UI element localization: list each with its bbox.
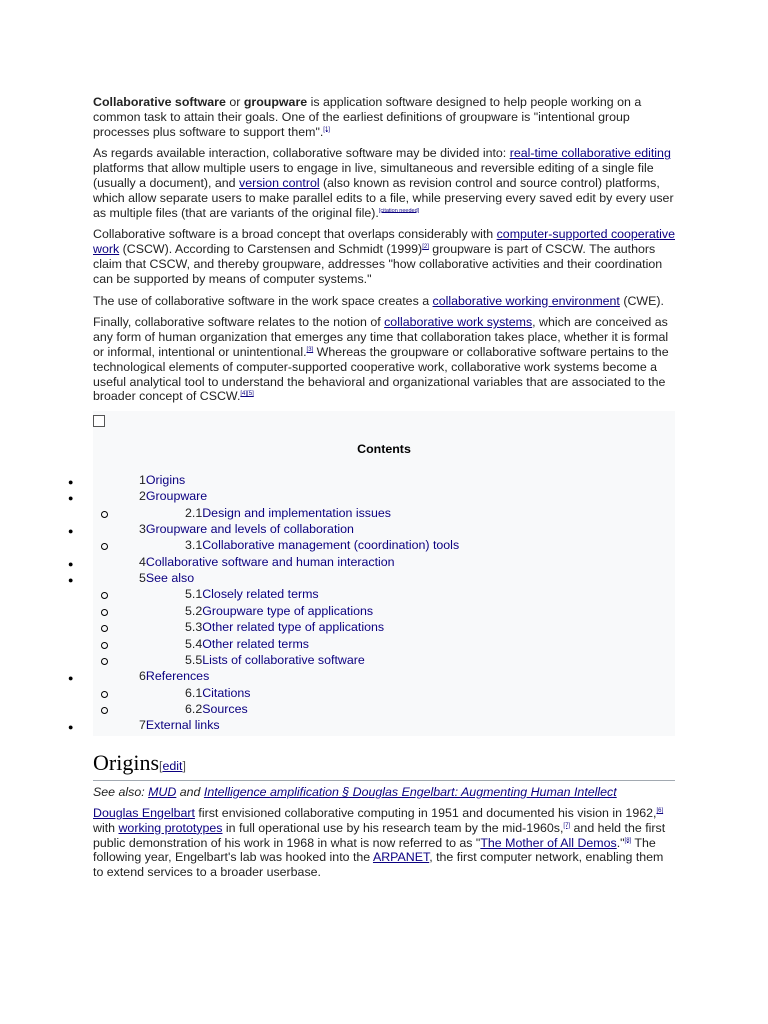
toc-item-number: 5 xyxy=(139,571,146,586)
link-mud[interactable]: MUD xyxy=(148,785,177,800)
toc-item[interactable] xyxy=(185,506,391,520)
origins-paragraph: Douglas Engelbart first envisioned collaborative computing in 1951 and documented his vision in 1962,[6] with working prototypes in full operational use by his research team by the mid-1960s,[7] and held the first public demonstration of his work in 1968 in what is now referred to as "The Mother of All Demos."[8] The following year, Engelbart's lab was hooked into the ARPANET, the first computer network, enabling them to extend services to a broader userbase. xyxy=(93,805,666,880)
intro-paragraph-2: As regards available interaction, collaborative software may be divided into: real-time collaborative editing platforms that allow multiple users to engage in live, simultaneous and reversible editing of a single file (usually a document), and version control (also known as revision control and source control) platforms, which allow separate users to make parallel edits to a file, while preserving every saved edit by every user as multiple files (that are variants of the original file).[citation needed] xyxy=(93,146,674,220)
intro-paragraph-5: Finally, collaborative software relates to the notion of collaborative work systems, which are conceived as any form of human organization that emerges any time that collaboration takes place, whether it is formal or informal, intentional or unintentional.[3] Whereas the groupware or collaborative software pertains to the technological elements of computer-supported cooperative work, collaborative work systems become a useful analytical tool to understand the behavioral and organizational variables that are associated to the broader concept of CSCW.[4][5] xyxy=(93,315,669,404)
reference-link[interactable]: [2] xyxy=(422,244,429,251)
toc-item[interactable] xyxy=(139,571,194,585)
toc-item-number: 5.3 xyxy=(185,620,203,635)
bold-term: Collaborative software xyxy=(93,95,226,109)
article-body xyxy=(68,95,675,887)
toc-item-label: Groupware and levels of collaboration xyxy=(145,522,354,537)
toc-item-number: 2 xyxy=(139,489,146,504)
see-also-hatnote: See also: MUD and Intelligence amplification § Douglas Engelbart: Augmenting Human Intellect xyxy=(93,785,617,800)
bullet-circle-icon xyxy=(101,707,108,714)
bullet-disc-icon: ● xyxy=(68,526,74,537)
toc-item-number: 7 xyxy=(139,718,146,733)
toc-item[interactable] xyxy=(139,555,395,569)
toc-item-label: Citations xyxy=(202,686,251,701)
toc-item-label: Design and implementation issues xyxy=(202,506,391,521)
link-intelligence-amplification[interactable]: Intelligence amplification § Douglas Engelbart: Augmenting Human Intellect xyxy=(203,785,617,800)
toc-item[interactable] xyxy=(185,604,373,618)
toc-item[interactable] xyxy=(185,653,365,667)
table-of-contents xyxy=(68,411,675,736)
reference-link[interactable]: [6] xyxy=(656,807,664,814)
link-collaborative-working-environment[interactable]: collaborative working environment xyxy=(432,293,620,308)
link-cscw[interactable]: computer-supported cooperative work xyxy=(93,227,675,257)
bullet-disc-icon: ● xyxy=(68,477,74,488)
reference-link[interactable]: [7] xyxy=(563,822,571,829)
citation-needed-link[interactable]: [citation needed] xyxy=(378,207,420,214)
link-version-control[interactable]: version control xyxy=(239,175,320,190)
link-collaborative-work-systems[interactable]: collaborative work systems xyxy=(384,315,533,330)
bullet-circle-icon xyxy=(101,642,108,649)
toc-item[interactable] xyxy=(185,538,459,552)
toc-item[interactable] xyxy=(139,522,354,536)
link-mother-of-all-demos[interactable]: The Mother of All Demos xyxy=(480,835,617,850)
toc-item-label: External links xyxy=(145,718,220,733)
toc-item-number: 6.1 xyxy=(185,686,203,701)
bullet-circle-icon xyxy=(101,625,108,632)
toc-item-label: Origins xyxy=(145,473,186,488)
bullet-circle-icon xyxy=(101,658,108,665)
link-real-time-collaborative-editing[interactable]: real-time collaborative editing xyxy=(509,146,671,161)
link-arpanet[interactable]: ARPANET xyxy=(372,850,430,865)
bold-term: groupware xyxy=(243,95,308,109)
toc-item[interactable] xyxy=(139,669,209,683)
toc-item[interactable] xyxy=(185,587,319,601)
bullet-disc-icon: ● xyxy=(68,673,74,684)
toc-item-number: 3 xyxy=(139,522,146,537)
toc-item-label: Collaborative management (coordination) tools xyxy=(202,538,460,553)
toc-item[interactable] xyxy=(139,473,185,487)
toc-item-label: See also xyxy=(145,571,195,586)
toc-item-label: Closely related terms xyxy=(202,587,319,602)
toc-item-number: 1 xyxy=(139,473,146,488)
toc-item-number: 4 xyxy=(139,555,146,570)
toc-item[interactable] xyxy=(139,489,207,503)
toc-item[interactable] xyxy=(185,620,384,634)
toc-item-label: Groupware xyxy=(145,489,208,504)
toc-item-label: Collaborative software and human interaction xyxy=(145,555,395,570)
bullet-circle-icon xyxy=(101,691,108,698)
bullet-circle-icon xyxy=(101,609,108,616)
toc-item[interactable] xyxy=(185,637,309,651)
toc-item-number: 5.2 xyxy=(185,604,203,619)
bullet-disc-icon: ● xyxy=(68,559,74,570)
reference-link[interactable]: [3] xyxy=(306,346,314,353)
toc-item-number: 5.4 xyxy=(185,637,203,652)
toc-title: Contents xyxy=(357,442,411,457)
intro-paragraph-4: The use of collaborative software in the work space creates a collaborative working environment (CWE). xyxy=(93,293,664,308)
toc-item[interactable] xyxy=(139,718,220,732)
toc-item-number: 6.2 xyxy=(185,702,203,717)
bullet-disc-icon: ● xyxy=(68,575,74,586)
bullet-disc-icon: ● xyxy=(68,722,74,733)
bullet-circle-icon xyxy=(101,592,108,599)
intro-paragraph-3: Collaborative software is a broad concept that overlaps considerably with computer-supported cooperative work (CSCW). According to Carstensen and Schmidt (1999)[2] groupware is part of CSCW. The authors claim that CSCW, and thereby groupware, addresses "how collaborative activities and their coordination can be supported by means of computer systems." xyxy=(93,227,675,286)
toc-item[interactable] xyxy=(185,702,248,716)
toc-item-label: References xyxy=(145,669,210,684)
edit-link[interactable]: edit xyxy=(162,759,183,774)
toc-item-number: 3.1 xyxy=(185,538,203,553)
toc-item[interactable] xyxy=(185,686,250,700)
toc-item-label: Other related type of applications xyxy=(202,620,385,635)
toc-item-label: Other related terms xyxy=(202,637,309,652)
edit-section: [edit] xyxy=(159,759,186,774)
toc-item-label: Groupware type of applications xyxy=(202,604,374,619)
toc-item-label: Lists of collaborative software xyxy=(202,653,365,668)
bullet-circle-icon xyxy=(101,543,108,550)
toc-item-label: Sources xyxy=(202,702,248,717)
toc-toggle-checkbox[interactable] xyxy=(93,415,105,427)
reference-link[interactable]: [4][5] xyxy=(240,391,254,398)
bullet-circle-icon xyxy=(101,511,108,518)
toc-item-number: 6 xyxy=(139,669,146,684)
intro-paragraph-1: Collaborative software or groupware is application software designed to help people working on a common task to attain their goals. One of the earliest definitions of groupware is "intentional group processes plus software to support them".[1] xyxy=(93,95,642,139)
toc-item-number: 5.1 xyxy=(185,587,203,602)
link-douglas-engelbart[interactable]: Douglas Engelbart xyxy=(93,805,195,820)
reference-link[interactable]: [8] xyxy=(624,837,632,844)
bullet-disc-icon: ● xyxy=(68,493,74,504)
section-heading-origins: Origins[edit] xyxy=(93,750,675,781)
reference-link[interactable]: [1] xyxy=(323,126,330,133)
link-working-prototypes[interactable]: working prototypes xyxy=(118,820,223,835)
toc-item-number: 5.5 xyxy=(185,653,203,668)
toc-item-number: 2.1 xyxy=(185,506,203,521)
